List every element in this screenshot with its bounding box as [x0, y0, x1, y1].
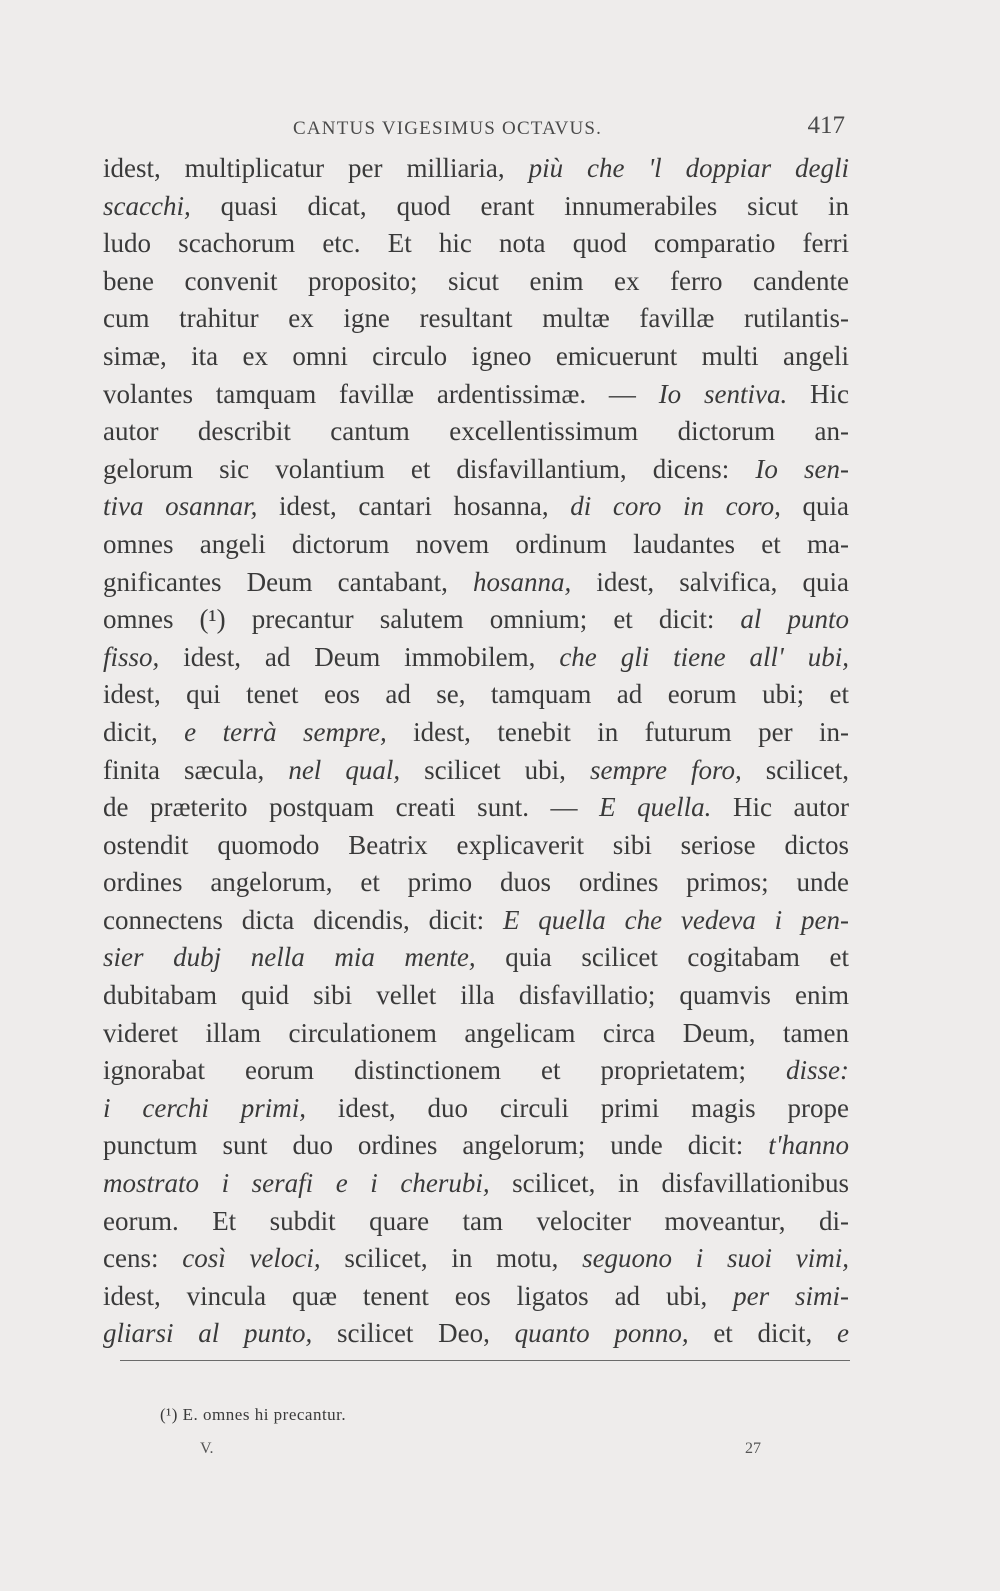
- text-run: idest, qui tenet eos ad se, tamquam ad eorum ubi; et: [103, 679, 849, 710]
- text-line: [103, 752, 849, 790]
- text-line: [103, 451, 849, 489]
- text-run: cens:: [103, 1243, 183, 1274]
- text-run: scilicet Deo,: [312, 1318, 515, 1349]
- text-run: punctum sunt duo ordines angelorum; unde dicit:: [103, 1130, 769, 1161]
- text-line: [103, 789, 849, 827]
- italic-run: di coro in coro,: [570, 491, 781, 522]
- text-run: idest, cantari hosanna,: [257, 491, 571, 522]
- italic-run: quanto ponno,: [514, 1318, 689, 1349]
- text-line: [103, 1315, 849, 1353]
- text-line: [103, 827, 849, 865]
- text-run: dicit,: [103, 716, 185, 747]
- text-line: [103, 413, 849, 451]
- italic-run: scacchi,: [103, 190, 191, 221]
- text-line: [103, 1278, 849, 1316]
- text-run: scilicet,: [741, 754, 849, 785]
- text-line: [103, 188, 849, 226]
- text-line: [103, 902, 849, 940]
- page-number: 417: [807, 112, 845, 139]
- text-line: [103, 1052, 849, 1090]
- text-line: [103, 564, 849, 602]
- text-run: scilicet, in motu,: [320, 1243, 583, 1274]
- text-line: [103, 300, 849, 338]
- text-line: [103, 1127, 849, 1165]
- text-line: [103, 601, 849, 639]
- text-run: cum trahitur ex igne resultant multæ favillæ rutilantis-: [103, 303, 849, 334]
- footnote: (¹) E. omnes hi precantur.: [160, 1405, 347, 1424]
- text-run: quia: [780, 491, 849, 522]
- italic-run: mostrato i serafi e i cherubi,: [103, 1168, 490, 1199]
- text-run: dubitabam quid sibi vellet illa disfavillatio; quamvis enim: [103, 980, 849, 1011]
- italic-run: E quella che vedeva i pen-: [502, 904, 849, 935]
- italic-run: al punto: [740, 604, 849, 635]
- text-line: [103, 1165, 849, 1203]
- text-line: [103, 225, 849, 263]
- text-line: [103, 263, 849, 301]
- italic-run: fisso,: [103, 641, 160, 672]
- text-run: ludo scachorum etc. Et hic nota quod comparatio ferri: [103, 228, 849, 259]
- text-run: ordines angelorum, et primo duos ordines primos; unde: [103, 867, 849, 898]
- italic-run: e: [837, 1318, 849, 1349]
- italic-run: gliarsi al punto,: [103, 1318, 313, 1349]
- text-line: [103, 1203, 849, 1241]
- text-run: bene convenit proposito; sicut enim ex ferro candente: [103, 265, 849, 296]
- text-run: videret illam circulationem angelicam circa Deum, tamen: [103, 1017, 849, 1048]
- text-run: idest, multiplicatur per milliaria,: [103, 153, 529, 183]
- text-run: et dicit,: [688, 1318, 837, 1349]
- text-run: scilicet, in disfavillationibus: [489, 1168, 850, 1199]
- text-run: Hic: [787, 378, 850, 409]
- text-line: [103, 714, 849, 752]
- text-line: [103, 338, 849, 376]
- text-run: scilicet ubi,: [400, 754, 590, 785]
- italic-run: E quella.: [599, 792, 712, 823]
- italic-run: e terrà sempre,: [184, 716, 387, 747]
- text-run: idest, vincula quæ tenent eos ligatos ad ubi,: [103, 1280, 734, 1311]
- italic-run: per simi-: [733, 1280, 849, 1311]
- text-run: de præterito postquam creati sunt. —: [103, 792, 600, 823]
- text-run: quia scilicet cogitabam et: [475, 942, 849, 973]
- footnote-rule: [120, 1360, 850, 1361]
- text-run: omnes angeli dictorum novem ordinum laudantes et ma-: [103, 528, 849, 559]
- running-head: [107, 112, 849, 152]
- text-run: volantes tamquam favillæ ardentissimæ. —: [103, 378, 659, 409]
- italic-run: Io sentiva.: [658, 378, 788, 409]
- italic-run: t'hanno: [768, 1130, 849, 1161]
- text-run: gnificantes Deum cantabant,: [103, 566, 473, 597]
- italic-run: più che 'l doppiar degli: [528, 153, 849, 183]
- text-run: quasi dicat, quod erant innumerabiles sicut in: [190, 190, 849, 221]
- text-run: ignorabat eorum distinctionem et proprietatem;: [103, 1055, 786, 1086]
- text-run: idest, ad Deum immobilem,: [159, 641, 560, 672]
- text-run: Hic autor: [711, 792, 850, 823]
- italic-run: che gli tiene all' ubi,: [559, 641, 849, 672]
- text-run: ostendit quomodo Beatrix explicaverit sibi seriose dictos: [103, 829, 849, 860]
- text-line: [103, 676, 849, 714]
- italic-run: sempre foro,: [589, 754, 742, 785]
- text-run: idest, tenebit in futurum per in-: [386, 716, 849, 747]
- italic-run: i cerchi primi,: [103, 1092, 306, 1123]
- text-line: [103, 488, 849, 526]
- italic-run: disse:: [786, 1055, 849, 1086]
- text-run: gelorum sic volantium et disfavillantium, dicens:: [103, 453, 756, 484]
- italic-run: così veloci,: [182, 1243, 321, 1274]
- text-line: [103, 1240, 849, 1278]
- running-title: CANTUS VIGESIMUS OCTAVUS.: [293, 118, 603, 139]
- text-run: autor describit cantum excellentissimum dictorum an-: [103, 416, 849, 447]
- text-line: [103, 526, 849, 564]
- text-run: omnes (¹) precantur salutem omnium; et dicit:: [103, 604, 741, 635]
- text-line: [103, 864, 849, 902]
- text-line: [103, 1090, 849, 1128]
- text-run: eorum. Et subdit quare tam velociter moveantur, di-: [103, 1205, 849, 1236]
- italic-run: sier dubj nella mia mente,: [103, 942, 476, 973]
- italic-run: Io sen-: [755, 453, 849, 484]
- italic-run: hosanna,: [472, 566, 572, 597]
- italic-run: nel qual,: [288, 754, 401, 785]
- italic-run: seguono i suoi vimi,: [582, 1243, 849, 1274]
- text-line: [103, 939, 849, 977]
- sheet-number: 27: [745, 1440, 761, 1457]
- text-run: idest, duo circuli primi magis prope: [306, 1092, 849, 1123]
- signature-mark: V.: [200, 1440, 214, 1457]
- text-run: finita sæcula,: [103, 754, 289, 785]
- text-line: [103, 376, 849, 414]
- text-run: simæ, ita ex omni circulo igneo emicuerunt multi angeli: [103, 340, 849, 371]
- text-run: connectens dicta dicendis, dicit:: [103, 904, 503, 935]
- body-text: [103, 150, 849, 1353]
- text-line: [103, 639, 849, 677]
- text-line: [103, 977, 849, 1015]
- italic-run: tiva osannar,: [103, 491, 258, 522]
- text-run: idest, salvifica, quia: [571, 566, 849, 597]
- text-line: [103, 1015, 849, 1053]
- text-line: [103, 150, 849, 188]
